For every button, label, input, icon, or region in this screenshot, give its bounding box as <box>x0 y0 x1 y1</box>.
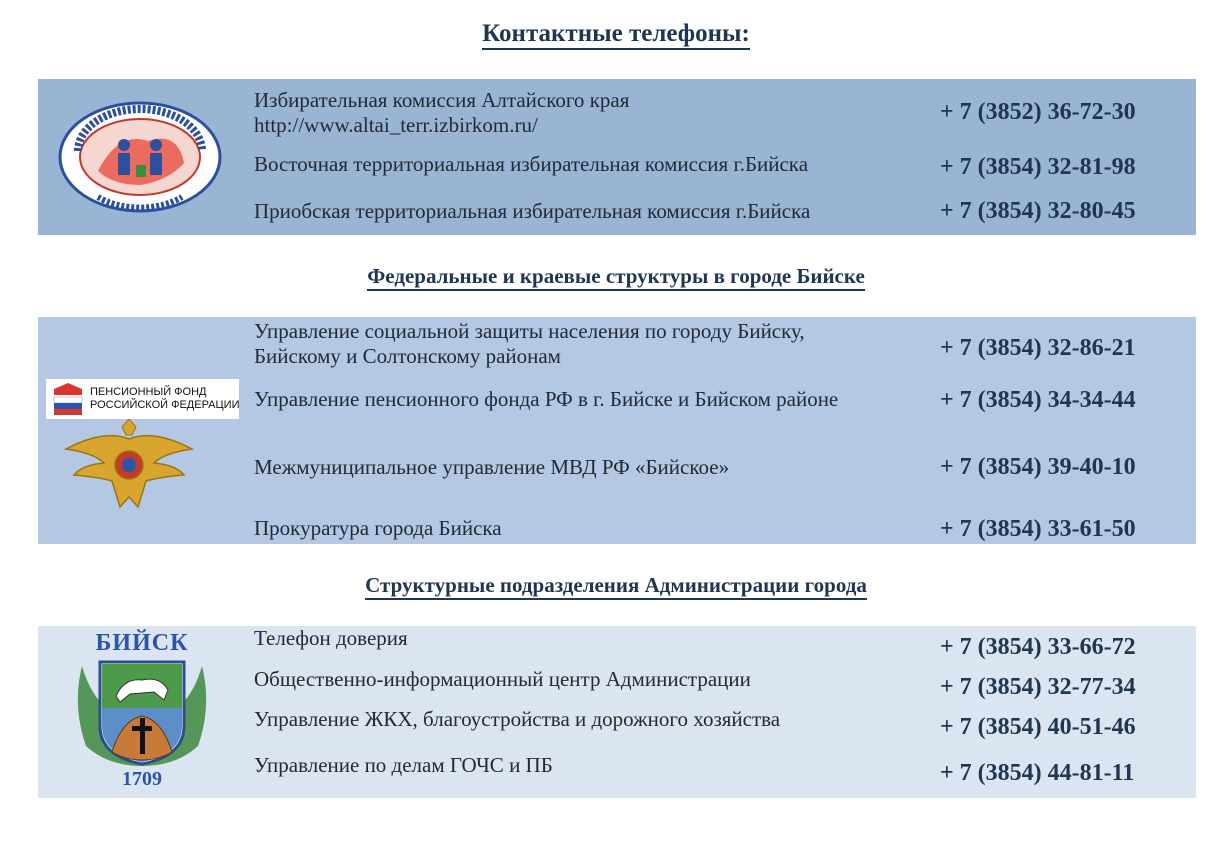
mvd-phone: + 7 (3854) 39-40-10 <box>940 454 1136 480</box>
crest-city-name: БИЙСК <box>95 630 189 656</box>
info-center-phone: + 7 (3854) 32-77-34 <box>940 674 1136 700</box>
pension-fund-name: Управление пенсионного фонда РФ в г. Бийске и Бийском районе <box>254 387 839 411</box>
emergency-department-name: Управление по делам ГОЧС и ПБ <box>254 753 553 777</box>
east-commission-phone: + 7 (3854) 32-81-98 <box>940 154 1136 180</box>
federal-structures-panel <box>38 317 1196 544</box>
pension-fund-phone: + 7 (3854) 34-34-44 <box>940 387 1136 413</box>
housing-department-name: Управление ЖКХ, благоустройства и дорожного хозяйства <box>254 707 781 731</box>
commission-altai-phone: + 7 (3852) 36-72-30 <box>940 99 1136 125</box>
commission-altai-name: Избирательная комиссия Алтайского края http://www.altai_terr.izbirkom.ru/ <box>254 88 630 137</box>
page-title: Контактные телефоны: <box>0 20 1232 48</box>
mvd-eagle-emblem-icon <box>64 419 194 515</box>
section3-title: Структурные подразделения Администрации города <box>0 573 1232 598</box>
election-commission-panel <box>38 79 1196 235</box>
pension-fund-logo <box>46 379 239 419</box>
election-commission-logo-icon <box>58 101 222 213</box>
pension-logo-line2: РОССИЙСКОЙ ФЕДЕРАЦИИ <box>90 399 240 411</box>
administration-panel <box>38 626 1196 798</box>
housing-department-phone: + 7 (3854) 40-51-46 <box>940 714 1136 740</box>
social-protection-phone: + 7 (3854) 32-86-21 <box>940 335 1136 361</box>
crest-year: 1709 <box>122 768 162 790</box>
emergency-department-phone: + 7 (3854) 44-81-11 <box>940 760 1135 786</box>
pension-fund-icon <box>48 381 86 417</box>
east-commission-name: Восточная территориальная избирательная комиссия г.Бийска <box>254 152 809 176</box>
priobskaya-commission-name: Приобская территориальная избирательная комиссия г.Бийска <box>254 199 811 223</box>
trust-phone-name: Телефон доверия <box>254 626 408 650</box>
info-center-name: Общественно-информационный центр Администрации <box>254 667 751 691</box>
commission-altai-url[interactable]: http://www.altai_terr.izbirkom.ru/ <box>254 113 538 137</box>
social-protection-name: Управление социальной защиты населения по городу Бийску, Бийскому и Солтонскому районам <box>254 319 805 368</box>
pension-logo-line1: ПЕНСИОННЫЙ ФОНД <box>90 386 207 398</box>
section2-title: Федеральные и краевые структуры в городе Бийске <box>0 264 1232 289</box>
priobskaya-commission-phone: + 7 (3854) 32-80-45 <box>940 198 1136 224</box>
biysk-coat-of-arms-icon <box>68 656 216 768</box>
biysk-crest <box>68 630 216 794</box>
trust-phone-number: + 7 (3854) 33-66-72 <box>940 634 1136 660</box>
mvd-name: Межмуниципальное управление МВД РФ «Бийское» <box>254 455 730 479</box>
prosecutor-name: Прокуратура города Бийска <box>254 516 502 540</box>
prosecutor-phone: + 7 (3854) 33-61-50 <box>940 516 1136 542</box>
